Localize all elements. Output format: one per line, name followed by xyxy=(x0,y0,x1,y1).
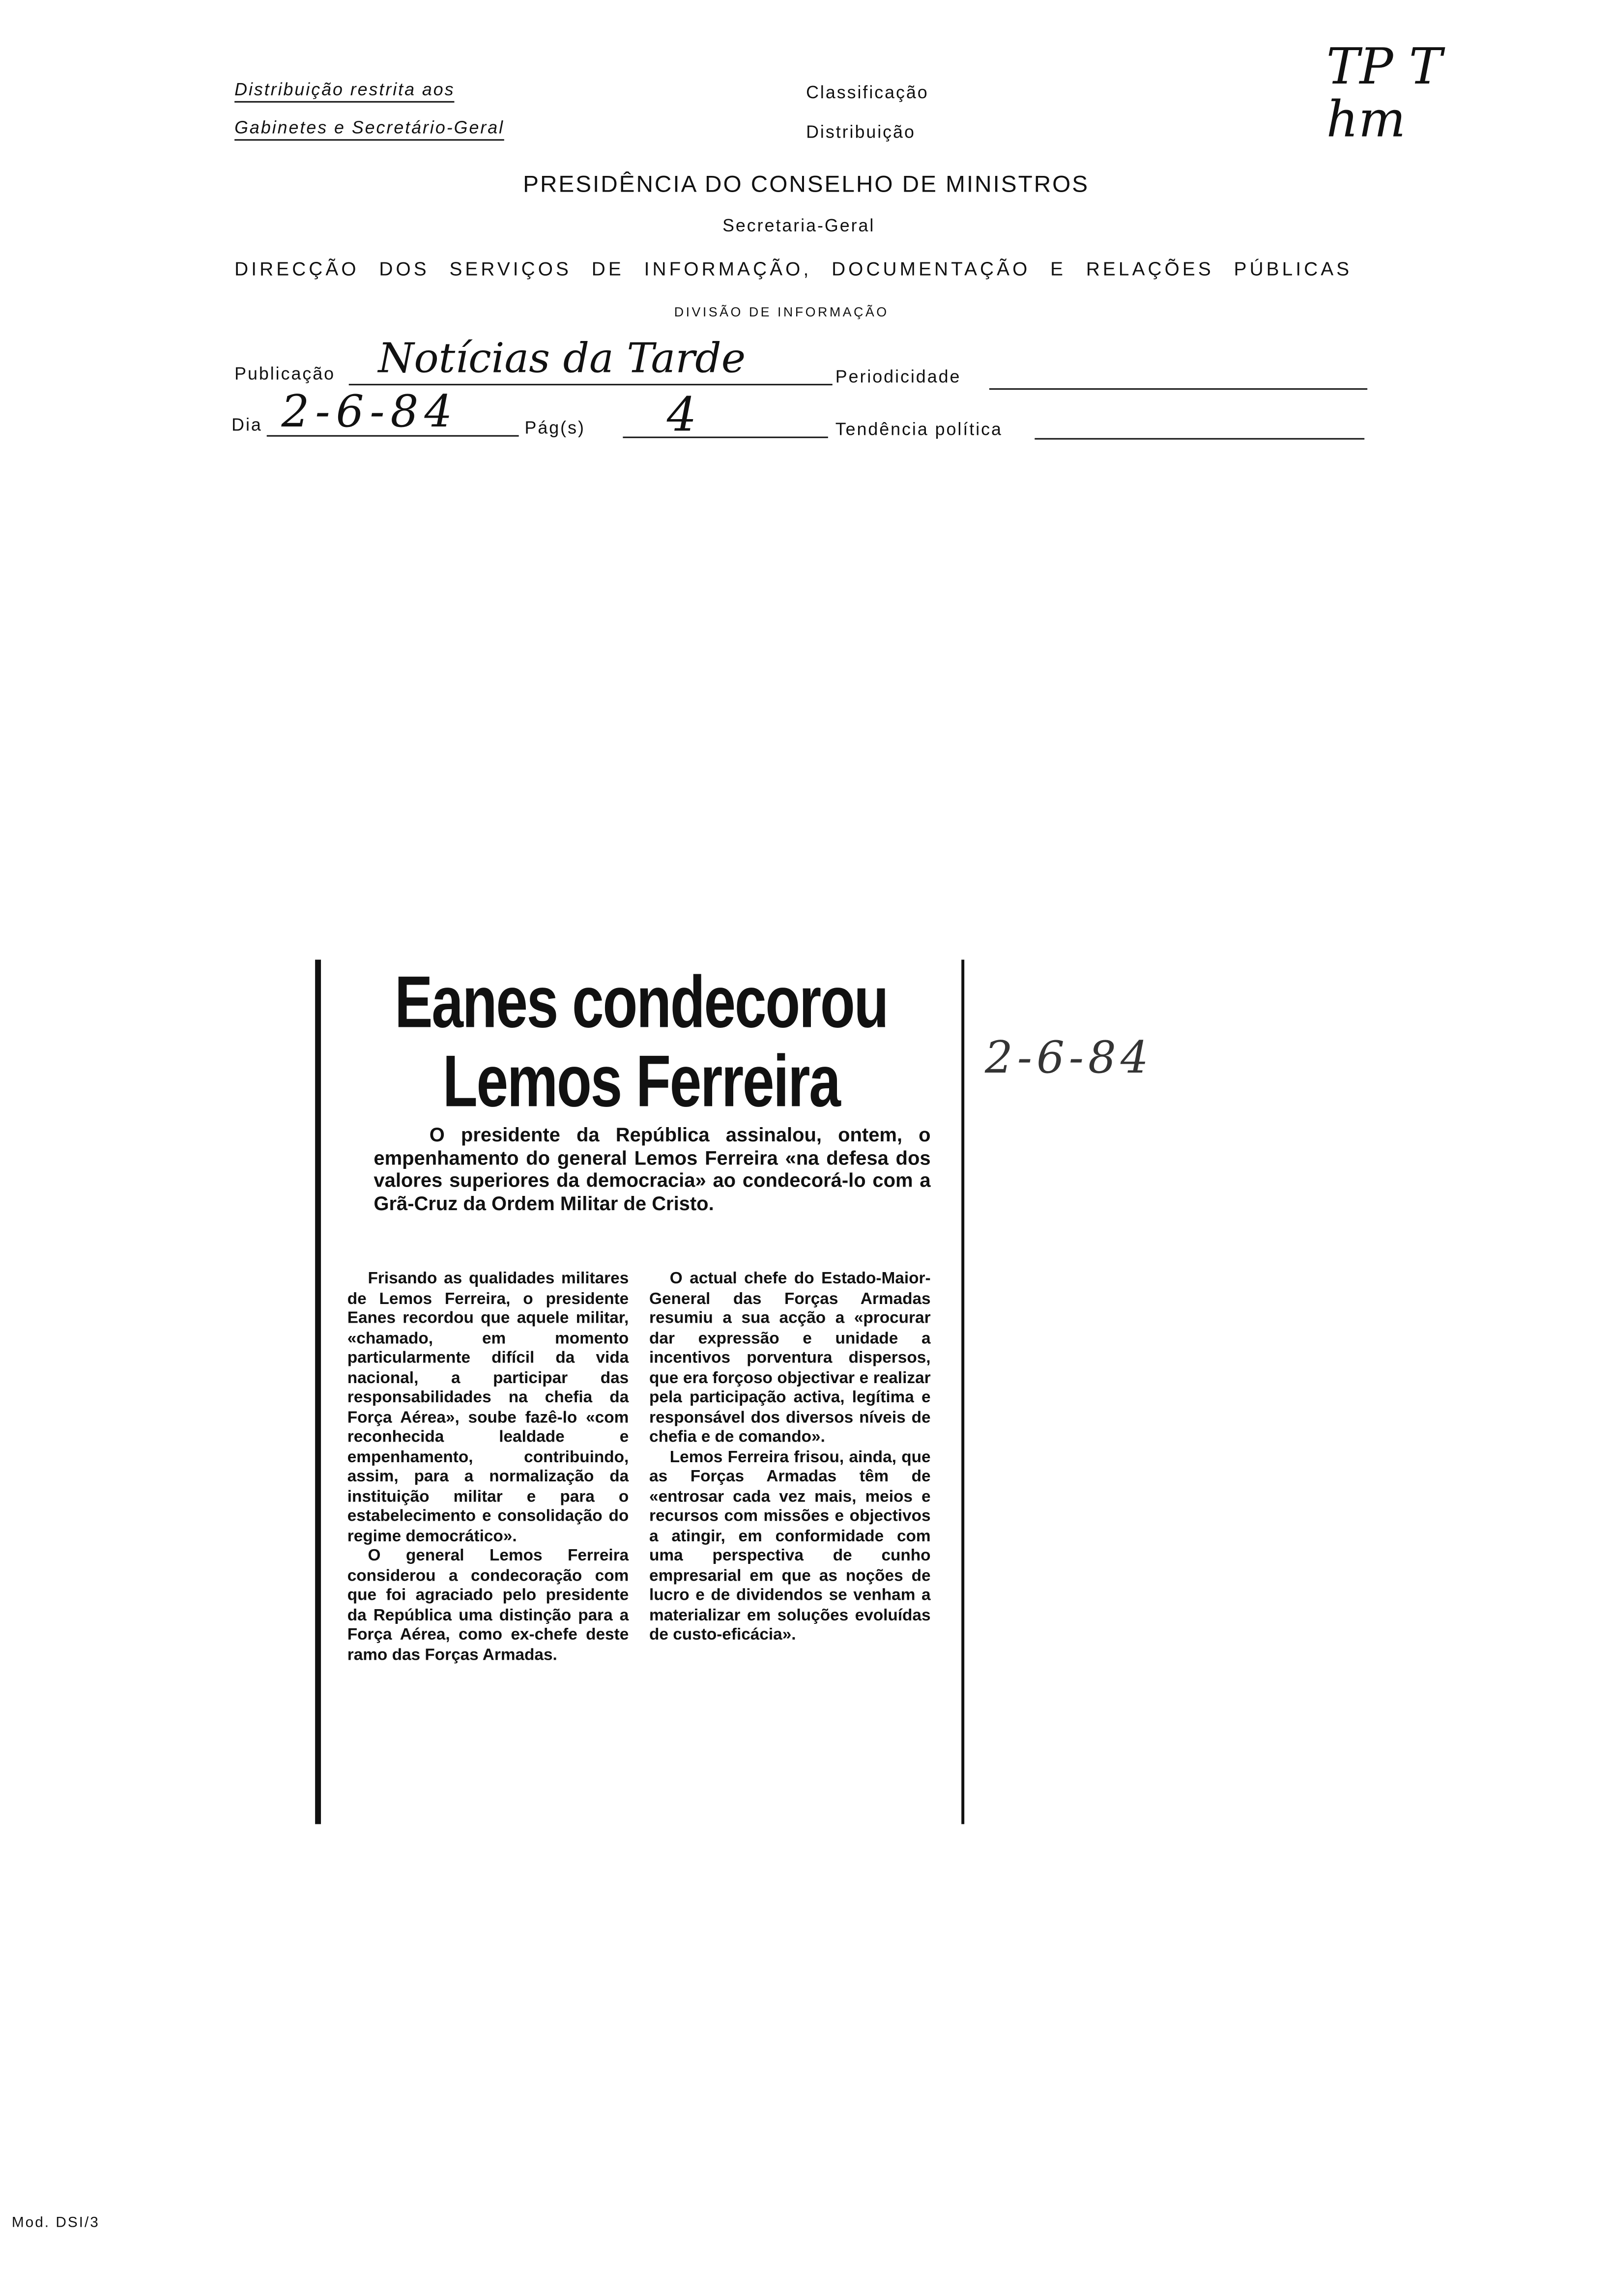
paragraph: O general Lemos Ferreira considerou a condecoração com que foi agraciado pelo presidente da República uma distinção para a Força Aérea, como ex-chefe deste ramo das Forças Armadas. xyxy=(347,1547,629,1664)
directorate-name: DIRECÇÃO DOS SERVIÇOS DE INFORMAÇÃO, DOCUMENTAÇÃO E RELAÇÕES PÚBLICAS xyxy=(234,257,1353,280)
paragraph: O actual chefe do Estado-Maior-General das Forças Armadas resumiu a sua acção a «procurar dar expressão e unidade a incentivos porventura dispersos, que era forçoso objectivar e realizar pela participação activa, legítima e responsável dos diversos níveis de chefia e de comando». xyxy=(649,1270,931,1446)
publication-value: Notícias da Tarde xyxy=(378,334,746,383)
article-lead: O presidente da República assinalou, ontem, o empenhamento do general Lemos Ferreira «na defesa dos valores superiores da democracia» ao condecorá-lo com a Grã-Cruz da Ordem Militar de Cristo. xyxy=(374,1124,931,1215)
organization-title: PRESIDÊNCIA DO CONSELHO DE MINISTROS xyxy=(523,172,1090,198)
day-value: 2-6-84 xyxy=(281,387,459,438)
headline-line1: Eanes condecorou xyxy=(394,961,888,1044)
pages-value: 4 xyxy=(666,387,697,443)
classification-label: Classificação xyxy=(806,82,929,103)
newspaper-clipping xyxy=(315,960,964,1824)
division-name: DIVISÃO DE INFORMAÇÃO xyxy=(674,305,889,320)
department-name: Secretaria-Geral xyxy=(722,215,875,236)
paragraph: Frisando as qualidades militares de Lemos Ferreira, o presidente Eanes recordou que aquele militar, «chamado, em momento particularmente difícil da vida nacional, a participar das responsabilidades na chefia da Força Aérea», soube fazê-lo «com reconhecida lealdade e empenhamento, contribuindo, assim, para a normalização da instituição militar e para o estabelecimento e consolidação do regime democrático». xyxy=(347,1270,629,1545)
day-label: Dia xyxy=(231,414,262,435)
publication-label: Publicação xyxy=(234,363,336,384)
pages-label: Pág(s) xyxy=(524,417,585,438)
distribution-label: Distribuição xyxy=(806,121,916,142)
article-left-column xyxy=(347,1270,629,1666)
paragraph: Lemos Ferreira frisou, ainda, que as Forças Armadas têm de «entrosar cada vez mais, meios e recursos com missões e objectivos a atingir, em conformidade com uma perspectiva de cunho empresarial em que as noções de lucro e de dividendos se venham a materializar em soluções evoluídas de custo-eficácia». xyxy=(649,1448,931,1644)
headline-line2: Lemos Ferreira xyxy=(442,1040,840,1123)
distribution-restriction-line2: Gabinetes e Secretário-Geral xyxy=(234,117,504,141)
political-tendency-label: Tendência política xyxy=(835,419,1003,440)
form-code: Mod. DSI/3 xyxy=(11,2215,100,2232)
handwritten-note: TP T hm xyxy=(1326,38,1442,150)
periodicity-label: Periodicidade xyxy=(835,366,961,387)
date-stamp: 2-6-84 xyxy=(984,1033,1153,1084)
distribution-restriction-line1: Distribuição restrita aos xyxy=(234,79,455,103)
article-right-column xyxy=(649,1270,931,1646)
